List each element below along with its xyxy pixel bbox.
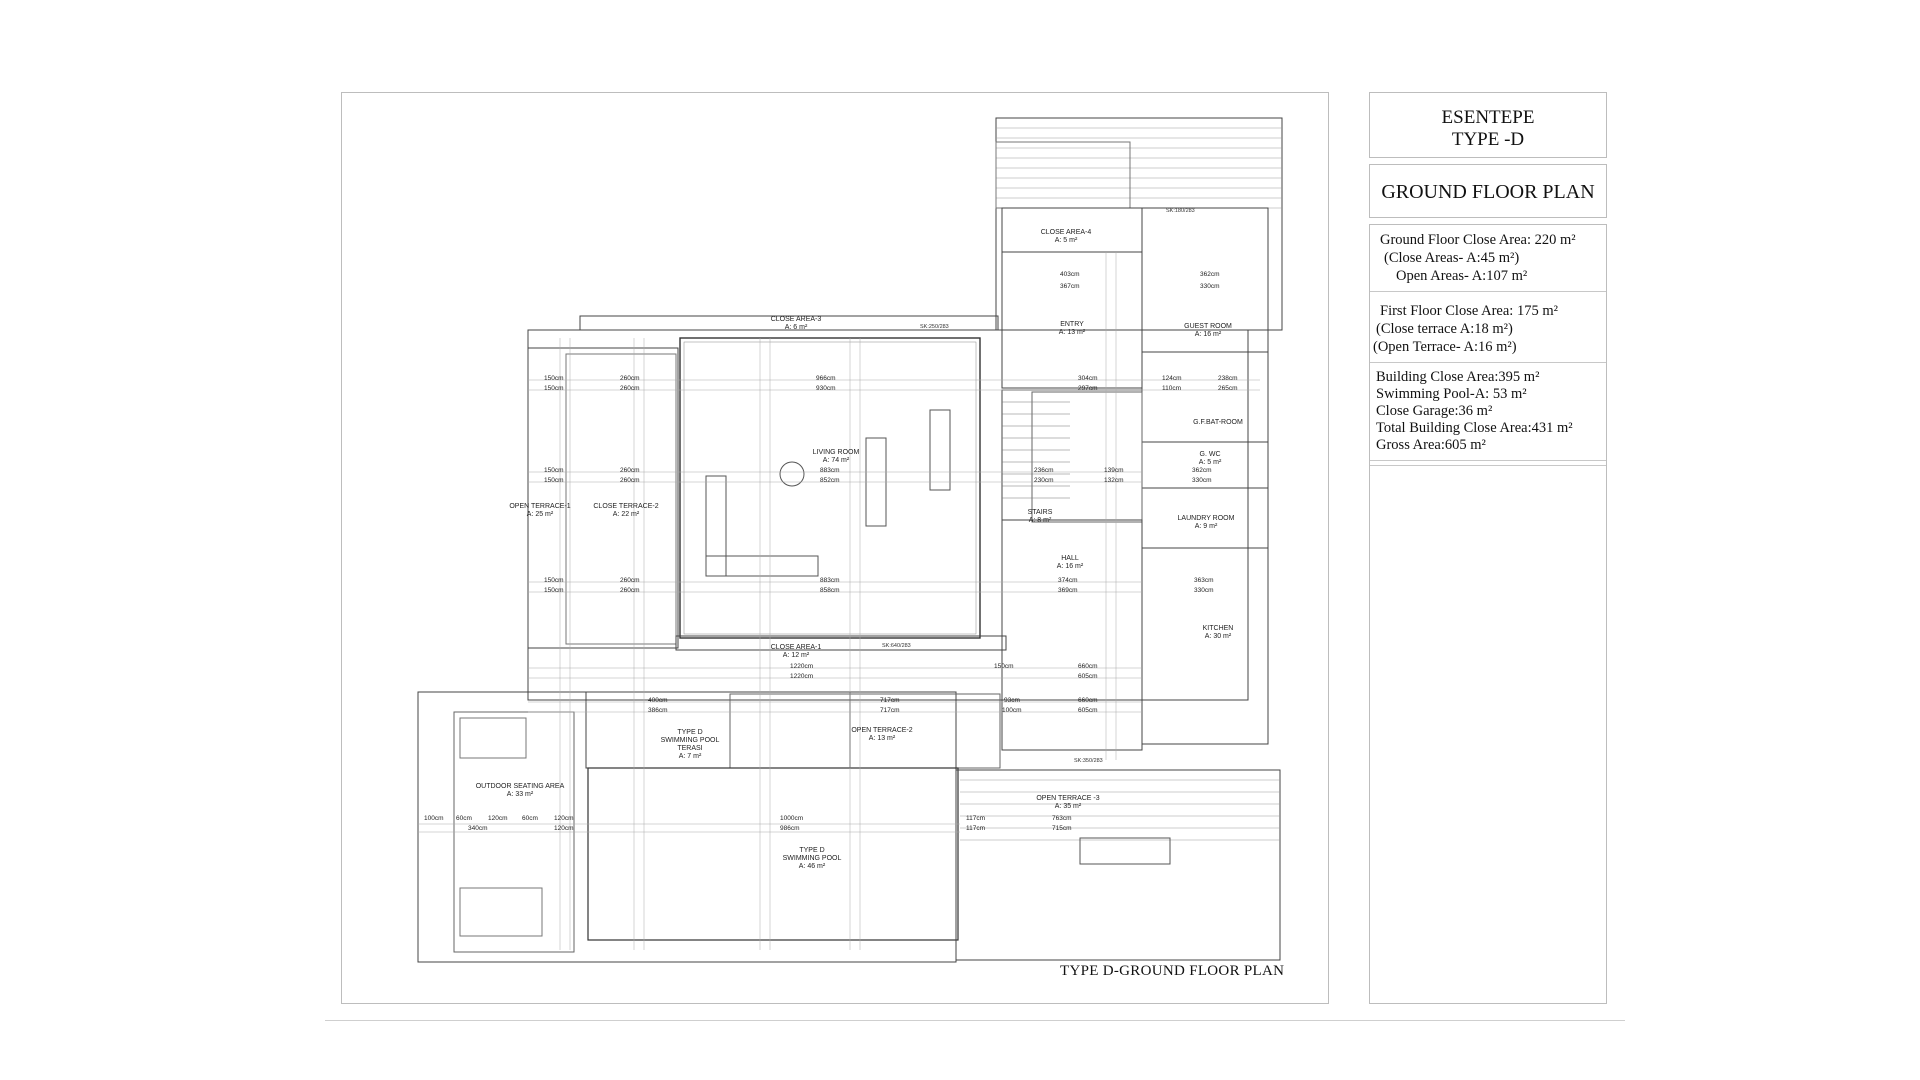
dim-label: 265cm [1218, 385, 1238, 392]
dim-label: 858cm [820, 587, 840, 594]
close-terrace-2-label: CLOSE TERRACE-2 [593, 503, 659, 510]
pool-terrace-label-3: TERASI [677, 745, 703, 752]
dim-label: 110cm [1162, 385, 1182, 392]
pool-terrace-outline [586, 692, 850, 768]
dim-label: 400cm [648, 697, 668, 704]
pool-area: A: 46 m² [798, 863, 826, 870]
dim-label: 117cm [966, 825, 986, 832]
dim-label: 93cm [1004, 697, 1020, 704]
dim-label: 340cm [468, 825, 488, 832]
dim-label: 260cm [620, 467, 640, 474]
first-open-terrace: (Open Terrace- A:16 m²) [1373, 339, 1517, 355]
project-type: TYPE -D [1451, 129, 1525, 150]
dim-label: 966cm [816, 375, 836, 382]
stairs-label: STAIRS [1027, 509, 1053, 516]
building-close-area: Building Close Area:395 m² [1376, 369, 1540, 385]
dim-label: 1220cm [790, 663, 814, 670]
dim-label: 374cm [1058, 577, 1078, 584]
dim-label: 852cm [820, 477, 840, 484]
sk-350-label: SK:350/283 [1074, 758, 1103, 764]
dim-label: 930cm [816, 385, 836, 392]
dim-label: 986cm [780, 825, 800, 832]
pool-terrace-label: TYPE D [677, 729, 703, 736]
dim-label: 238cm [1218, 375, 1238, 382]
ground-open-areas: Open Areas- A:107 m² [1396, 268, 1528, 284]
dim-label: 297cm [1078, 385, 1098, 392]
dim-label: 120cm [554, 815, 574, 822]
dim-label: 120cm [488, 815, 508, 822]
dim-label: 660cm [1078, 697, 1098, 704]
pool-outline [588, 768, 958, 940]
sk-180-label: SK:180/283 [1166, 208, 1195, 214]
sofa [706, 476, 726, 576]
terrace-3-slats [960, 780, 1280, 840]
close-area-4-label: CLOSE AREA-4 [1040, 229, 1092, 236]
dim-label: 304cm [1078, 375, 1098, 382]
dim-label: 124cm [1162, 375, 1182, 382]
dim-label: 260cm [620, 587, 640, 594]
dim-label: 386cm [648, 707, 668, 714]
close-area-1-label: CLOSE AREA-1 [770, 644, 822, 651]
dim-label: 1000cm [780, 815, 804, 822]
bathroom-walls [1142, 352, 1268, 442]
dim-label: 363cm [1194, 577, 1214, 584]
entry-label: ENTRY [1060, 321, 1084, 328]
dim-label: 260cm [620, 375, 640, 382]
dim-label: 330cm [1200, 283, 1220, 290]
open-terrace-3-area: A: 35 m² [1054, 803, 1082, 810]
hall-area: A: 16 m² [1056, 563, 1084, 570]
dim-label: 100cm [424, 815, 444, 822]
dim-label: 330cm [1192, 477, 1212, 484]
dim-label: 260cm [620, 477, 640, 484]
open-terrace-2-label: OPEN TERRACE-2 [851, 727, 913, 734]
dim-label: 230cm [1034, 477, 1054, 484]
sk-640-label: SK:640/283 [882, 643, 911, 649]
outdoor-seating-area: A: 33 m² [506, 791, 534, 798]
ground-close-area: Ground Floor Close Area: 220 m² [1380, 232, 1576, 248]
dim-label: 369cm [1058, 587, 1078, 594]
dim-label: 60cm [522, 815, 538, 822]
living-room-label: LIVING ROOM [812, 449, 860, 456]
dim-label: 717cm [880, 697, 900, 704]
close-area-1-area: A: 12 m² [782, 652, 810, 659]
dim-label: 330cm [1194, 587, 1214, 594]
open-terrace-3-label: OPEN TERRACE -3 [1036, 795, 1100, 802]
pool-area: Swimming Pool-A: 53 m² [1376, 386, 1527, 402]
wc-area: A: 5 m² [1198, 459, 1222, 466]
dim-label: 150cm [994, 663, 1014, 670]
guest-room-area: A: 16 m² [1194, 331, 1222, 338]
dim-label: 362cm [1200, 271, 1220, 278]
ground-close-areas: (Close Areas- A:45 m²) [1384, 250, 1520, 266]
pool-terrace-label-2: SWIMMING POOL [660, 737, 720, 744]
dim-label: 605cm [1078, 673, 1098, 680]
dim-label: 260cm [620, 577, 640, 584]
dim-label: 403cm [1060, 271, 1080, 278]
stairs-walls [1002, 390, 1142, 520]
guest-room-label: GUEST ROOM [1184, 323, 1232, 330]
dim-label: 605cm [1078, 707, 1098, 714]
dim-label: 60cm [456, 815, 472, 822]
dim-label: 763cm [1052, 815, 1072, 822]
grid-guides [418, 252, 1260, 950]
north-deck-slats [996, 128, 1282, 208]
dim-label: 717cm [880, 707, 900, 714]
dim-label: 883cm [820, 577, 840, 584]
open-terrace-1-label: OPEN TERRACE-1 [509, 503, 571, 510]
pool-terrace-area: A: 7 m² [678, 753, 702, 760]
laundry-area: A: 9 m² [1194, 523, 1218, 530]
laundry-label: LAUNDRY ROOM [1177, 515, 1235, 522]
plan-title: GROUND FLOOR PLAN [1381, 181, 1595, 203]
dim-label: 260cm [620, 385, 640, 392]
terrace-dining-table [1080, 838, 1170, 864]
dim-label: 117cm [966, 815, 986, 822]
bathroom-label: G.F.BAT-ROOM [1193, 419, 1243, 426]
dim-label: 120cm [554, 825, 574, 832]
outdoor-seating-label: OUTDOOR SEATING AREA [475, 783, 565, 790]
open-terrace-1-area: A: 25 m² [526, 511, 554, 518]
dim-label: 883cm [820, 467, 840, 474]
dim-label: 150cm [544, 577, 564, 584]
dim-label: 150cm [544, 385, 564, 392]
west-terraces [528, 348, 678, 648]
coffee-table [780, 462, 804, 486]
dim-label: 150cm [544, 587, 564, 594]
project-name: ESENTEPE [1441, 107, 1535, 128]
first-close-terrace: (Close terrace A:18 m²) [1376, 321, 1513, 337]
dim-label: 367cm [1060, 283, 1080, 290]
pool-label: TYPE D [799, 847, 825, 854]
close-area-3-label: CLOSE AREA-3 [770, 316, 822, 323]
wc-label: G. WC [1199, 451, 1221, 458]
pool-label-2: SWIMMING POOL [782, 855, 842, 862]
total-close-area: Total Building Close Area:431 m² [1376, 420, 1573, 436]
dining-table [930, 410, 950, 490]
open-terrace-3-outline [956, 770, 1280, 960]
dim-label: 100cm [1002, 707, 1022, 714]
close-terrace-2-area: A: 22 m² [612, 511, 640, 518]
entry-area: A: 13 m² [1058, 329, 1086, 336]
open-terrace-2-area: A: 13 m² [868, 735, 896, 742]
gross-area: Gross Area:605 m² [1376, 437, 1486, 453]
dim-label: 139cm [1104, 467, 1124, 474]
stairs-area: A: 8 m² [1028, 517, 1052, 524]
close-area-3-area: A: 6 m² [784, 324, 808, 331]
dim-label: 715cm [1052, 825, 1072, 832]
dim-label: 150cm [544, 477, 564, 484]
living-room-area: A: 74 m² [822, 457, 850, 464]
first-close-area: First Floor Close Area: 175 m² [1380, 303, 1558, 319]
hall-label: HALL [1061, 555, 1079, 562]
north-wing-outline [996, 118, 1282, 330]
kitchen-area: A: 30 m² [1204, 633, 1232, 640]
dim-label: 150cm [544, 375, 564, 382]
dim-label: 660cm [1078, 663, 1098, 670]
garage-area: Close Garage:36 m² [1376, 403, 1493, 419]
close-area-4-area: A: 5 m² [1054, 237, 1078, 244]
dim-label: 150cm [544, 467, 564, 474]
kitchen-label: KITCHEN [1202, 625, 1234, 632]
dim-label: 362cm [1192, 467, 1212, 474]
dim-label: 1220cm [790, 673, 814, 680]
sk-250-label: SK:250/283 [920, 324, 949, 330]
dim-label: 132cm [1104, 477, 1124, 484]
dim-label: 236cm [1034, 467, 1054, 474]
plan-caption: TYPE D-GROUND FLOOR PLAN [1060, 963, 1285, 979]
